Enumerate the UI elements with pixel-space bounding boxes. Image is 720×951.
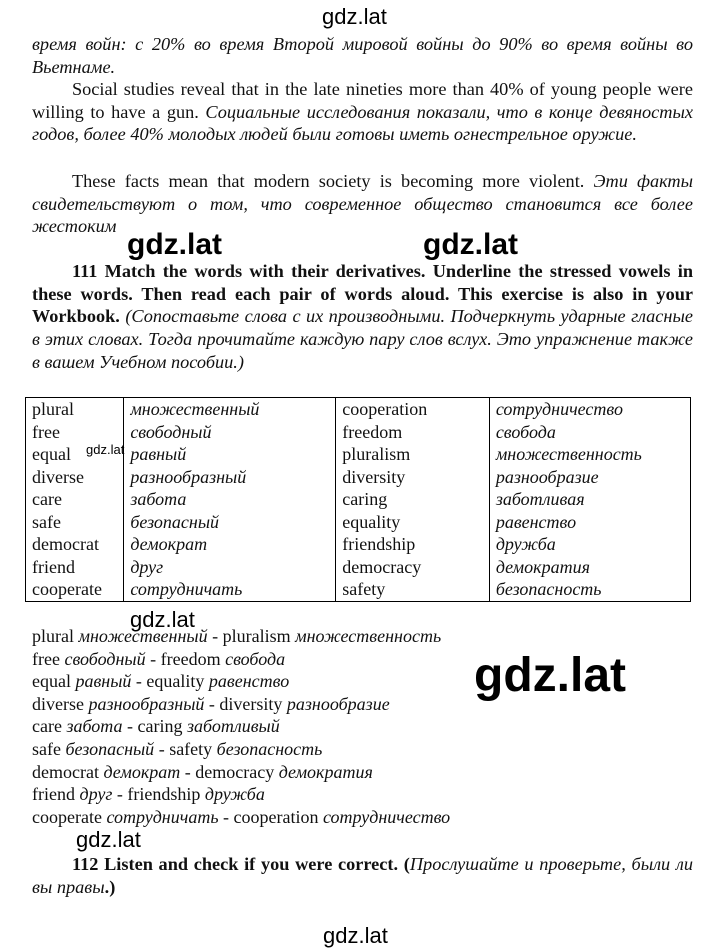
pair-word-ru: сотрудничать (106, 806, 219, 827)
pair-derivative-en: pluralism (222, 626, 291, 646)
pair-separator: - (218, 806, 234, 827)
table-cell-word-en: friend (26, 556, 124, 579)
table-cell-word-ru: друг (124, 556, 336, 579)
answer-pair (32, 806, 450, 829)
table-cell-word-ru: разнообразный (124, 466, 336, 489)
table-row (26, 488, 691, 511)
table-cell-derivative-en: safety (336, 578, 490, 601)
pair-derivative-en: democracy (195, 761, 275, 782)
answer-pair (32, 625, 450, 648)
pair-separator: - (131, 671, 147, 692)
pair-word-en: friend (32, 784, 75, 805)
table-cell-word-en: cooperate (26, 578, 124, 601)
pair-derivative-en: diversity (219, 693, 283, 714)
table-cell-word-ru: забота (124, 488, 336, 511)
table-cell-word-ru: демократ (124, 533, 336, 556)
table-row (26, 421, 691, 444)
paragraph-war-statistics (32, 33, 693, 78)
pair-derivative-ru: безопасность (216, 738, 323, 759)
table-cell-derivative-en: freedom (336, 421, 490, 444)
table-cell-word-ru: множественный (124, 398, 336, 421)
watermark-mid-1: gdz.lat (130, 607, 195, 632)
answer-pair (32, 670, 450, 693)
answer-pair (32, 648, 450, 671)
table-row (26, 511, 691, 534)
word-match-table (25, 397, 691, 602)
table-row (26, 556, 691, 579)
pair-derivative-ru: сотрудничество (322, 806, 451, 827)
table-row (26, 466, 691, 489)
table-cell-derivative-en: pluralism (336, 443, 490, 466)
table-cell-word-ru: безопасный (124, 511, 336, 534)
pair-derivative-en: cooperation (233, 806, 319, 827)
answer-pair (32, 761, 450, 784)
paragraph-social-studies-en: Social studies reveal that in the late nineties more than 40% of young people were willing to have a gun. (32, 79, 693, 122)
table-cell-derivative-en: caring (336, 488, 490, 511)
watermark-bold-left: gdz.lat (127, 228, 222, 261)
pair-word-ru: забота (66, 716, 123, 737)
pair-word-ru: равный (75, 671, 132, 692)
pair-word-en: democrat (32, 761, 99, 782)
table-cell-derivative-en: cooperation (336, 398, 490, 421)
watermark-small: gdz.lat (86, 442, 125, 457)
pair-separator: - (154, 738, 170, 759)
paragraph-facts (32, 170, 693, 238)
table-cell-derivative-ru: безопасность (489, 578, 690, 601)
table-cell-word-en: safe (26, 511, 124, 534)
answer-pair (32, 715, 450, 738)
pair-derivative-ru: свобода (225, 648, 286, 669)
pair-separator: - (145, 648, 161, 669)
watermark-big: gdz.lat (474, 649, 626, 702)
table-row (26, 578, 691, 601)
table-cell-word-en: diverse (26, 466, 124, 489)
pair-word-ru: свободный (64, 648, 146, 669)
table-cell-derivative-ru: множественность (489, 443, 690, 466)
watermark-bottom: gdz.lat (323, 923, 388, 948)
exercise-111-translation: (Сопоставьте слова с их производными. Подчеркнуть ударные гласные в этих словах. Тогда прочитайте каждую пару слов вслух. Это упражнение также в вашем Учебном пособии.) (32, 306, 693, 372)
table-cell-derivative-ru: сотрудничество (489, 398, 690, 421)
table-cell-derivative-ru: свобода (489, 421, 690, 444)
pair-derivative-en: equality (146, 671, 205, 692)
paragraph-war-statistics-ru: время войн: с 20% во время Второй мировой войны до 90% во время войны во Вьетнаме. (32, 34, 693, 77)
paragraph-facts-ru: Эти факты свидетельствуют о том, что современное общество становится все более жестоким (32, 171, 693, 237)
paragraph-facts-en: These facts mean that modern society is becoming more violent. (72, 171, 585, 191)
table-row (26, 443, 691, 466)
table-cell-derivative-en: democracy (336, 556, 490, 579)
pair-word-en: free (32, 648, 60, 669)
table-cell-derivative-ru: демократия (489, 556, 690, 579)
pair-derivative-ru: демократия (278, 761, 373, 782)
table-cell-derivative-ru: дружба (489, 533, 690, 556)
pair-separator: - (207, 626, 223, 646)
pair-word-en: equal (32, 671, 71, 692)
pair-word-ru: безопасный (65, 738, 155, 759)
exercise-112-instruction (32, 853, 693, 898)
pair-word-en: diverse (32, 693, 84, 714)
pair-separator: - (112, 784, 128, 805)
pair-derivative-en: freedom (160, 648, 221, 669)
table-row (26, 533, 691, 556)
answer-pair (32, 693, 450, 716)
pair-derivative-ru: равенство (208, 671, 290, 692)
table-cell-word-en: equal (26, 443, 124, 466)
table-cell-word-en: care (26, 488, 124, 511)
pair-separator: - (122, 716, 138, 737)
pair-separator: - (180, 761, 196, 782)
pair-separator: - (204, 693, 220, 714)
watermark-top: gdz.lat (322, 4, 387, 29)
pair-derivative-ru: множественность (295, 626, 442, 646)
paragraph-social-studies-ru: Социальные исследования показали, что в конце девяностых годов, более 40% молодых людей были готовы иметь огнестрельное оружие. (32, 101, 693, 145)
pair-word-ru: разнообразный (88, 693, 205, 714)
table-cell-derivative-en: equality (336, 511, 490, 534)
table-cell-word-en: democrat (26, 533, 124, 556)
watermark-bold-right: gdz.lat (423, 228, 518, 261)
table-row (26, 398, 691, 421)
pair-derivative-ru: дружба (204, 784, 265, 805)
table-cell-derivative-en: friendship (336, 533, 490, 556)
table-cell-derivative-ru: равенство (489, 511, 690, 534)
exercise-111-title: 111 Match the words with their derivatives. Underline the stressed vowels in these words. Then read each pair of words aloud. This exercise is also in your Workbook. (32, 261, 693, 327)
exercise-112-open-paren: ( (403, 854, 410, 874)
table-cell-derivative-ru: разнообразие (489, 466, 690, 489)
pair-derivative-ru: заботливый (187, 716, 280, 737)
pair-word-ru: друг (79, 784, 113, 805)
exercise-111-instruction (32, 260, 693, 374)
pair-derivative-en: caring (137, 716, 183, 737)
paragraph-social-studies (32, 78, 693, 146)
exercise-112-close-paren: .) (104, 876, 116, 897)
pair-word-en: cooperate (32, 806, 102, 827)
exercise-112-title: 112 Listen and check if you were correct. (72, 854, 399, 874)
answer-pairs-list (32, 625, 450, 828)
watermark-mid-2: gdz.lat (76, 827, 141, 852)
table-cell-word-ru: равный (124, 443, 336, 466)
table-cell-derivative-en: diversity (336, 466, 490, 489)
pair-word-en: safe (32, 738, 61, 759)
pair-derivative-en: friendship (127, 784, 201, 805)
pair-derivative-ru: разнообразие (286, 693, 390, 714)
answer-pair (32, 738, 450, 761)
pair-derivative-en: safety (169, 738, 213, 759)
pair-word-en: care (32, 716, 62, 737)
table-cell-word-ru: сотрудничать (124, 578, 336, 601)
pair-word-en: plural (32, 626, 74, 646)
exercise-112-translation: Прослушайте и проверьте, были ли вы правы (32, 854, 693, 897)
table-cell-derivative-ru: заботливая (489, 488, 690, 511)
pair-word-ru: демократ (103, 761, 181, 782)
answer-pair (32, 783, 450, 806)
pair-word-ru: множественный (78, 626, 208, 646)
table-cell-word-en: plural (26, 398, 124, 421)
table-cell-word-en: free (26, 421, 124, 444)
table-cell-word-ru: свободный (124, 421, 336, 444)
